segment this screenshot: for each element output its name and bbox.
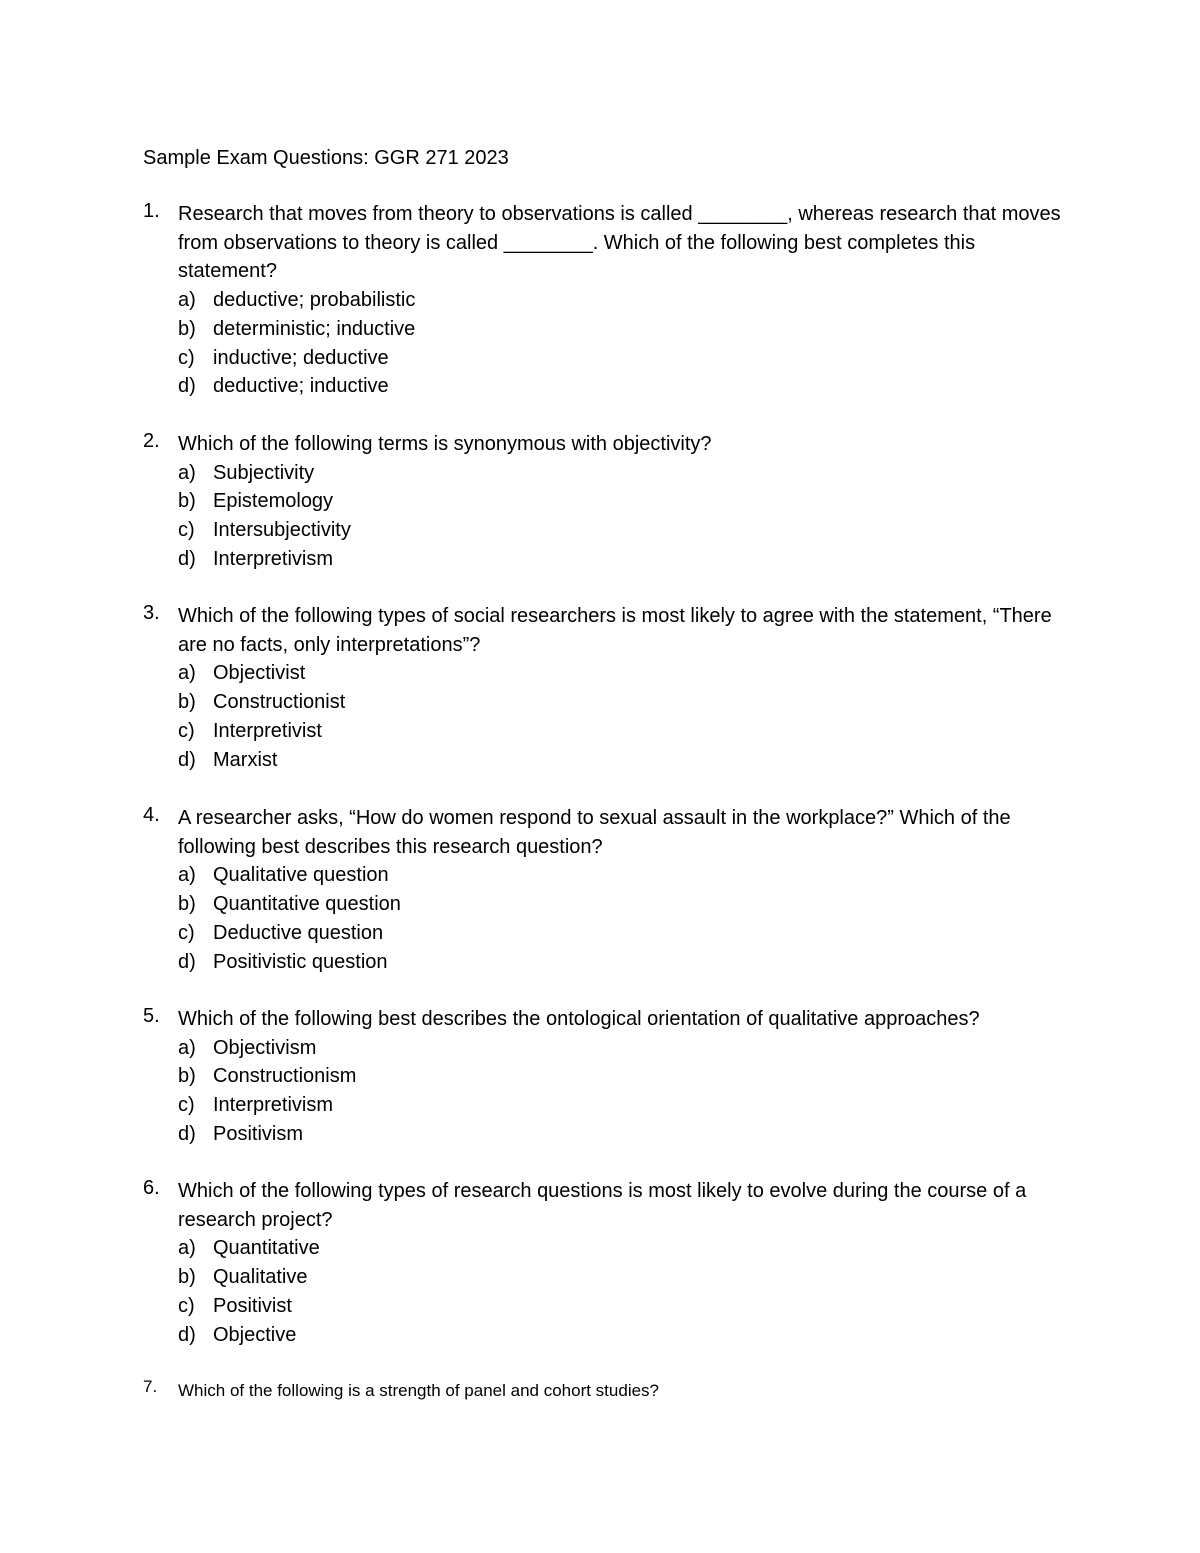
option-text: Interpretivism: [213, 547, 334, 570]
question-text: Research that moves from theory to observations is called ________, whereas research that moves from observations to theory is called ________. Which of the following best completes this statement?: [178, 203, 1061, 283]
option-letter: c): [178, 719, 195, 742]
answer-options: [143, 1034, 1073, 1149]
option-text: Positivistic question: [213, 950, 388, 973]
answer-option: [143, 315, 1073, 344]
question-number: 2.: [143, 430, 160, 452]
option-text: deductive; inductive: [213, 375, 389, 398]
answer-option: [143, 1263, 1073, 1292]
answer-option: [143, 286, 1073, 315]
answer-option: [143, 890, 1073, 919]
question-text: Which of the following types of research questions is most likely to evolve during the course of a research project?: [178, 1180, 1027, 1231]
option-text: Objectivist: [213, 662, 306, 685]
option-letter: b): [178, 691, 196, 714]
option-letter: d): [178, 1122, 196, 1145]
option-letter: b): [178, 893, 196, 916]
option-text: Objective: [213, 1323, 297, 1346]
option-text: deterministic; inductive: [213, 317, 416, 340]
answer-option: [143, 948, 1073, 977]
answer-option: [143, 1292, 1073, 1321]
answer-option: [143, 487, 1073, 516]
question-text: Which of the following best describes the ontological orientation of qualitative approaches?: [178, 1008, 980, 1030]
question-5: [143, 1005, 1073, 1149]
option-letter: d): [178, 547, 196, 570]
option-text: Qualitative: [213, 1266, 308, 1289]
option-letter: d): [178, 1323, 196, 1346]
question-text: Which of the following is a strength of panel and cohort studies?: [178, 1381, 660, 1400]
option-letter: d): [178, 748, 196, 771]
answer-options: [143, 459, 1073, 574]
option-text: Deductive question: [213, 921, 384, 944]
answer-option: [143, 1120, 1073, 1149]
question-text: A researcher asks, “How do women respond to sexual assault in the workplace?” Which of the following best describes this research question?: [178, 807, 1011, 858]
answer-options: [143, 1234, 1073, 1349]
answer-option: [143, 344, 1073, 373]
question-text: Which of the following terms is synonymous with objectivity?: [178, 433, 712, 455]
option-letter: c): [178, 346, 195, 369]
question-text: Which of the following types of social researchers is most likely to agree with the statement, “There are no facts, only interpretations”?: [178, 605, 1052, 656]
question-number: 4.: [143, 804, 160, 826]
option-text: Interpretivism: [213, 1094, 334, 1117]
question-number: 3.: [143, 602, 160, 624]
option-letter: c): [178, 519, 195, 542]
answer-option: [143, 516, 1073, 545]
answer-option: [143, 545, 1073, 574]
answer-options: [143, 286, 1073, 401]
question-number: 7.: [143, 1377, 158, 1396]
option-text: deductive; probabilistic: [213, 289, 416, 312]
answer-options: [143, 861, 1073, 976]
option-text: Positivism: [213, 1122, 304, 1145]
option-text: Constructionism: [213, 1065, 357, 1088]
option-text: Objectivism: [213, 1036, 317, 1059]
option-letter: d): [178, 375, 196, 398]
option-text: Interpretivist: [213, 719, 322, 742]
answer-option: [143, 919, 1073, 948]
option-letter: a): [178, 461, 196, 484]
option-text: Subjectivity: [213, 461, 315, 484]
question-2: [143, 430, 1073, 574]
option-text: Epistemology: [213, 490, 334, 513]
answer-option: [143, 1062, 1073, 1091]
option-letter: a): [178, 864, 196, 887]
answer-option: [143, 372, 1073, 401]
option-text: Qualitative question: [213, 864, 389, 887]
answer-option: [143, 861, 1073, 890]
question-number: 6.: [143, 1177, 160, 1199]
option-letter: a): [178, 1237, 196, 1260]
question-3: [143, 602, 1073, 774]
answer-option: [143, 459, 1073, 488]
option-letter: c): [178, 921, 195, 944]
option-letter: b): [178, 1065, 196, 1088]
document-title: Sample Exam Questions: GGR 271 2023: [143, 147, 509, 169]
answer-option: [143, 1234, 1073, 1263]
option-text: inductive; deductive: [213, 346, 389, 369]
option-text: Positivist: [213, 1294, 292, 1317]
question-4: [143, 804, 1073, 976]
option-letter: a): [178, 1036, 196, 1059]
question-7: [143, 1377, 1073, 1405]
option-letter: a): [178, 289, 196, 312]
option-text: Quantitative: [213, 1237, 320, 1260]
option-letter: b): [178, 317, 196, 340]
option-letter: c): [178, 1094, 195, 1117]
question-number: 5.: [143, 1005, 160, 1027]
option-letter: b): [178, 1266, 196, 1289]
answer-option: [143, 659, 1073, 688]
option-letter: c): [178, 1294, 195, 1317]
answer-option: [143, 1321, 1073, 1350]
option-text: Quantitative question: [213, 893, 401, 916]
option-letter: a): [178, 662, 196, 685]
answer-option: [143, 717, 1073, 746]
option-text: Intersubjectivity: [213, 519, 351, 542]
question-number: 1.: [143, 200, 160, 222]
answer-option: [143, 1091, 1073, 1120]
question-6: [143, 1177, 1073, 1349]
option-letter: d): [178, 950, 196, 973]
option-text: Marxist: [213, 748, 278, 771]
option-letter: b): [178, 490, 196, 513]
question-1: [143, 200, 1073, 401]
answer-option: [143, 1034, 1073, 1063]
answer-option: [143, 688, 1073, 717]
answer-option: [143, 746, 1073, 775]
option-text: Constructionist: [213, 691, 346, 714]
answer-options: [143, 659, 1073, 774]
